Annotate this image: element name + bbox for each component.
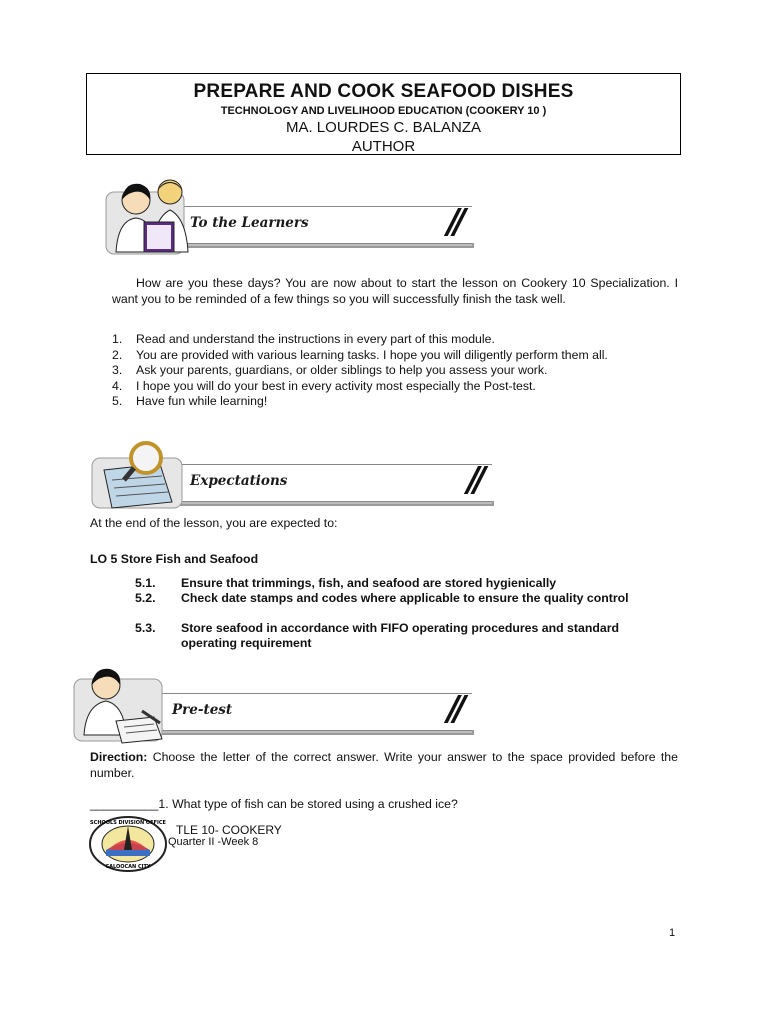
list-item: 1. Read and understand the instructions in every part of this module. xyxy=(112,332,495,346)
answer-blank: __________ xyxy=(90,797,159,811)
pretest-banner-label: Pre-test xyxy=(172,702,233,718)
direction-text: Choose the letter of the correct answer. Write your answer to the space provided before the number. xyxy=(90,750,678,780)
student-writing-icon xyxy=(72,665,168,745)
author-name: MA. LOURDES C. BALANZA xyxy=(285,119,482,136)
author-role: AUTHOR xyxy=(351,138,416,155)
learners-banner-label: To the Learners xyxy=(190,215,309,231)
learners-banner xyxy=(100,196,472,252)
svg-text:SCHOOLS DIVISION OFFICE: SCHOOLS DIVISION OFFICE xyxy=(90,820,166,826)
expectations-banner xyxy=(90,454,492,510)
list-item: 4. I hope you will do your best in every activity most especially the Post-test. xyxy=(112,378,536,393)
list-item: 2. You are provided with various learning tasks. I hope you will diligently perform them all. xyxy=(112,347,608,362)
banner-slash-mark: // xyxy=(447,689,460,729)
expectations-banner-label: Expectations xyxy=(190,473,288,489)
learners-intro: How are you these days? You are now about to start the lesson on Cookery 10 Specialization. I want you to be reminded of a few things so you will successfully finish the task well. xyxy=(112,276,678,306)
page-number: 1 xyxy=(669,927,676,939)
question-text: 1. What type of fish can be stored using a crushed ice? xyxy=(158,797,458,811)
banner-slash-mark: // xyxy=(467,460,480,500)
list-item: 3. Ask your parents, guardians, or older siblings to help you assess your work. xyxy=(112,363,548,377)
learning-outcome-title: LO 5 Store Fish and Seafood xyxy=(90,552,259,566)
title-box xyxy=(86,73,681,155)
svg-text:CALOOCAN CITY: CALOOCAN CITY xyxy=(105,864,151,870)
footer-quarter: Quarter II -Week 8 xyxy=(168,836,259,848)
pretest-direction xyxy=(90,749,678,781)
question-1 xyxy=(90,796,458,812)
footer-course: TLE 10- COOKERY xyxy=(176,823,282,837)
schools-division-seal-icon xyxy=(88,816,168,872)
page-title: PREPARE AND COOK SEAFOOD DISHES xyxy=(193,81,574,102)
pretest-banner xyxy=(72,683,472,739)
students-reading-icon xyxy=(100,178,192,258)
learners-list xyxy=(112,332,678,410)
list-item: 5. Have fun while learning! xyxy=(112,394,268,408)
expectations-intro: At the end of the lesson, you are expected to: xyxy=(90,516,338,530)
banner-slash-mark: // xyxy=(447,202,460,242)
direction-label: Direction: xyxy=(90,750,148,764)
magnifier-document-icon xyxy=(90,436,186,512)
page-subtitle: TECHNOLOGY AND LIVELIHOOD EDUCATION (COOKERY 10 ) xyxy=(220,105,547,117)
